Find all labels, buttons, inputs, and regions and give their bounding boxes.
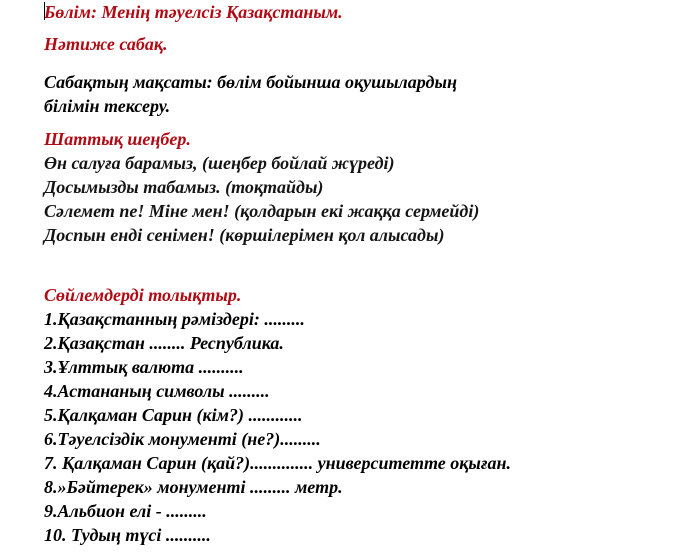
happy-circle-line: Доспын енді сенімен! (көршілерімен қол алысады) (44, 225, 445, 245)
section-heading: Бөлім: Менің тәуелсіз Қазақстаным. (44, 2, 343, 22)
completion-item: 4.Астананың символы ......... (44, 381, 270, 401)
completion-item: 6.Тәуелсіздік монументі (не?)......... (44, 429, 321, 449)
text-cursor (44, 2, 46, 20)
happy-circle-line: Өн салуға барамыз, (шеңбер бойлай жүреді) (44, 153, 395, 173)
lesson-goal-line-2: білімін тексеру. (44, 96, 171, 116)
completion-item: 8.»Бәйтерек» монументі ......... метр. (44, 477, 343, 497)
completion-item: 1.Қазақстанның рәміздері: ......... (44, 309, 305, 329)
happy-circle-line: Досымызды табамыз. (тоқтайды) (44, 177, 324, 197)
lesson-goal (44, 70, 684, 118)
completion-item: 5.Қалқаман Сарин (кім?) ............ (44, 405, 303, 425)
document-page (44, 0, 684, 547)
completion-item: 9.Альбион елі - ......... (44, 501, 207, 521)
completion-item: 2.Қазақстан ........ Республика. (44, 333, 284, 353)
happy-circle-heading: Шаттық шеңбер. (44, 129, 191, 149)
lesson-goal-line-1: Сабақтың мақсаты: бөлім бойынша оқушылардың (44, 72, 457, 92)
completion-item: 10. Тудың түсі .......... (44, 525, 211, 545)
happy-circle-section (44, 127, 684, 247)
happy-circle-line: Сәлемет пе! Міне мен! (қолдарын екі жаққа сермейді) (44, 201, 480, 221)
completion-item: 3.Ұлттық валюта .......... (44, 357, 244, 377)
completion-section (44, 283, 684, 547)
lesson-type-heading: Нәтиже сабақ. (44, 34, 168, 54)
completion-heading: Сөйлемдерді толықтыр. (44, 285, 242, 305)
completion-item: 7. Қалқаман Сарин (қай?).............. университетте оқыған. (44, 453, 511, 473)
